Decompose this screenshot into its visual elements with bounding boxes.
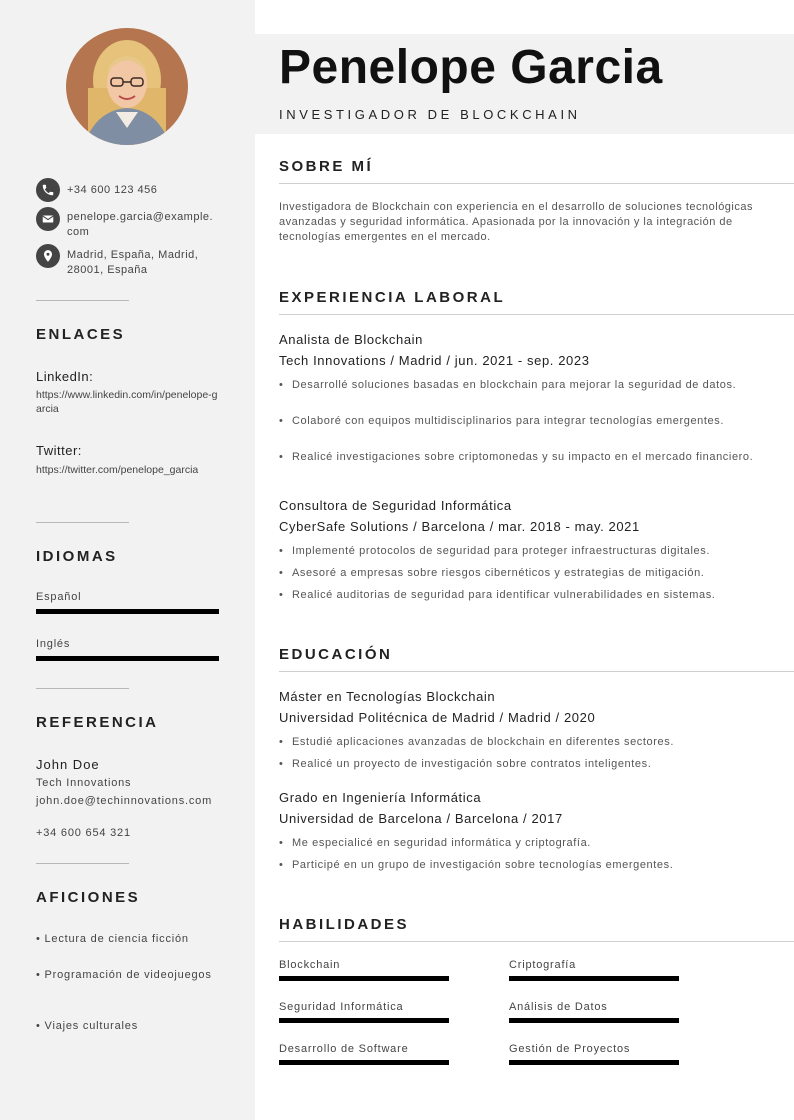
job-subtitle: CyberSafe Solutions / Barcelona / mar. 2018 - may. 2021 <box>279 519 640 534</box>
hobby-item: • Programación de videojuegos <box>36 969 212 981</box>
education-subtitle: Universidad Politécnica de Madrid / Madrid / 2020 <box>279 710 596 725</box>
section-rule <box>279 314 794 315</box>
about-text: Investigadora de Blockchain con experiencia en el desarrollo de soluciones tecnológicas avanzadas y seguridad informática. Apasionada por la innovación y la integración de tecnologías emergentes en el mercado. <box>279 201 753 243</box>
skill-level-bar <box>279 1018 449 1023</box>
skill-label: Criptografía <box>509 959 577 971</box>
contact-address <box>36 244 217 277</box>
skill-label: Blockchain <box>279 959 341 971</box>
languages-heading: IDIOMAS <box>36 548 118 565</box>
skill-level-bar <box>279 1060 449 1065</box>
linkedin-url[interactable]: https://www.linkedin.com/in/penelope-garcia <box>36 389 218 415</box>
language-level-bar <box>36 609 219 614</box>
email-icon <box>36 207 60 231</box>
divider <box>36 300 129 301</box>
education-subtitle: Universidad de Barcelona / Barcelona / 2017 <box>279 811 563 826</box>
education-title: Máster en Tecnologías Blockchain <box>279 689 496 704</box>
hobby-item: • Viajes culturales <box>36 1020 139 1032</box>
job-title-entry: Analista de Blockchain <box>279 332 423 347</box>
reference-name: John Doe <box>36 757 100 772</box>
hobbies-heading: AFICIONES <box>36 889 141 906</box>
education-bullet: • Me especialicé en seguridad informática y criptografía. <box>279 837 591 849</box>
skill-level-bar <box>509 1060 679 1065</box>
twitter-label: Twitter: <box>36 443 82 458</box>
skill-label: Seguridad Informática <box>279 1001 404 1013</box>
job-bullet: • Realicé auditorias de seguridad para identificar vulnerabilidades en sistemas. <box>279 589 716 601</box>
skill-level-bar <box>279 976 449 981</box>
language-label: Inglés <box>36 638 71 650</box>
person-name: Penelope Garcia <box>279 41 663 94</box>
language-label: Español <box>36 591 82 603</box>
job-bullet: • Colaboré con equipos multidisciplinarios para integrar tecnologías emergentes. <box>279 415 725 427</box>
job-title-entry: Consultora de Seguridad Informática <box>279 498 512 513</box>
links-heading: ENLACES <box>36 326 126 343</box>
skill-label: Gestión de Proyectos <box>509 1043 631 1055</box>
phone-text: +34 600 123 456 <box>67 184 158 196</box>
section-rule <box>279 941 794 942</box>
education-bullet: • Realicé un proyecto de investigación sobre contratos inteligentes. <box>279 758 652 770</box>
skill-level-bar <box>509 1018 679 1023</box>
twitter-url[interactable]: https://twitter.com/penelope_garcia <box>36 464 199 476</box>
education-heading: EDUCACIÓN <box>279 646 393 663</box>
skill-level-bar <box>509 976 679 981</box>
divider <box>36 522 129 523</box>
education-bullet: • Estudié aplicaciones avanzadas de blockchain en diferentes sectores. <box>279 736 675 748</box>
section-rule <box>279 183 794 184</box>
reference-email[interactable]: john.doe@techinnovations.com <box>36 795 213 807</box>
skill-label: Desarrollo de Software <box>279 1043 409 1055</box>
contact-email <box>36 207 217 239</box>
email-text[interactable]: penelope.garcia@example.com <box>67 211 214 238</box>
job-bullet: • Implementé protocolos de seguridad para proteger infraestructuras digitales. <box>279 545 710 557</box>
reference-heading: REFERENCIA <box>36 714 159 731</box>
job-bullet: • Asesoré a empresas sobre riesgos cibernéticos y estrategias de mitigación. <box>279 567 705 579</box>
location-pin-icon <box>36 244 60 268</box>
job-subtitle: Tech Innovations / Madrid / jun. 2021 - sep. 2023 <box>279 353 590 368</box>
experience-heading: EXPERIENCIA LABORAL <box>279 289 506 306</box>
reference-phone: +34 600 654 321 <box>36 827 131 839</box>
divider <box>36 688 129 689</box>
hobby-item: • Lectura de ciencia ficción <box>36 933 189 945</box>
skill-label: Análisis de Datos <box>509 1001 608 1013</box>
job-bullet: • Desarrollé soluciones basadas en blockchain para mejorar la seguridad de datos. <box>279 379 737 391</box>
phone-icon <box>36 178 60 202</box>
address-text: Madrid, España, Madrid, 28001, España <box>67 249 199 276</box>
job-bullet: • Realicé investigaciones sobre criptomonedas y su impacto en el mercado financiero. <box>279 451 754 463</box>
language-level-bar <box>36 656 219 661</box>
contact-phone <box>36 178 217 202</box>
about-heading: SOBRE MÍ <box>279 158 374 175</box>
job-title: INVESTIGADOR DE BLOCKCHAIN <box>279 107 581 122</box>
skills-heading: HABILIDADES <box>279 916 410 933</box>
divider <box>36 863 129 864</box>
section-rule <box>279 671 794 672</box>
education-bullet: • Participé en un grupo de investigación sobre tecnologías emergentes. <box>279 859 674 871</box>
reference-company: Tech Innovations <box>36 777 132 789</box>
linkedin-label: LinkedIn: <box>36 369 94 384</box>
profile-photo <box>66 28 188 145</box>
education-title: Grado en Ingeniería Informática <box>279 790 482 805</box>
